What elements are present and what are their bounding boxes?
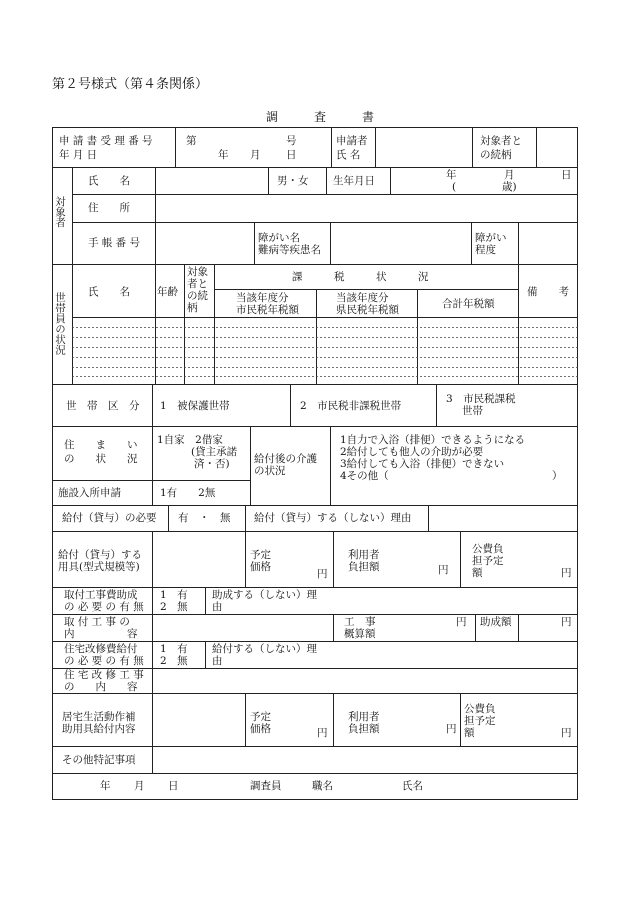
- care-option-4-close: ）: [552, 470, 563, 482]
- receipt-day: 日: [286, 149, 297, 161]
- receipt-go: 号: [286, 135, 297, 147]
- member-relation-header-3: の続: [187, 290, 208, 302]
- tax-status-header: 課 税 状 況: [292, 271, 429, 283]
- footer-month: 月: [134, 780, 145, 792]
- equipment-label-2: 用具(型式規模等): [58, 561, 140, 573]
- install-cost-label-1: 工 事: [344, 616, 376, 628]
- install-work-label-1: 取 付 工 事 の: [64, 616, 130, 628]
- birth-month: 月: [504, 169, 515, 181]
- daily-user-yen: 円: [446, 723, 457, 735]
- daily-price-yen: 円: [317, 727, 328, 739]
- member-name-header: 氏 名: [88, 286, 130, 298]
- renovation-need-option-1[interactable]: 1 有: [160, 643, 188, 655]
- total-tax-header: 合計年税額: [442, 298, 495, 310]
- equipment-label-1: 給付（貸与）する: [58, 549, 142, 561]
- necessity-reason-label: 給付（貸与）する（しない）理由: [254, 512, 412, 524]
- daily-public-label-2: 担予定: [464, 715, 496, 727]
- equipment-public-label-3: 額: [472, 567, 483, 579]
- install-subsidy-amount-yen: 円: [561, 616, 572, 628]
- care-option-4[interactable]: 4その他（: [340, 470, 389, 482]
- remarks-header: 備 考: [527, 286, 569, 298]
- daily-public-yen: 円: [561, 727, 572, 739]
- investigator-name-label: 氏名: [402, 780, 423, 792]
- facility-application-label: 施設入所申請: [58, 487, 121, 499]
- renovation-reason-label-2: 由: [212, 655, 223, 667]
- daily-public-label-3: 額: [464, 727, 475, 739]
- install-cost-label-2: 概算額: [344, 628, 376, 640]
- birth-day: 日: [561, 169, 572, 181]
- equipment-price-label-2: 価格: [250, 561, 271, 573]
- member-relation-header-2: 者と: [187, 278, 208, 290]
- install-subsidy-amount-label: 助成額: [480, 616, 512, 628]
- facility-application-options[interactable]: 1有 2無: [160, 487, 216, 499]
- daily-user-label-1: 利用者: [348, 711, 380, 723]
- applicant-name-field[interactable]: [376, 128, 472, 167]
- renovation-work-field[interactable]: [153, 669, 577, 693]
- install-subsidy-reason-label-2: 由: [212, 601, 223, 613]
- gender-option[interactable]: 男・女: [277, 175, 309, 187]
- address-field[interactable]: [156, 195, 577, 222]
- necessity-label: 給付（貸与）の必要: [62, 512, 157, 524]
- install-subsidy-option-2[interactable]: 2 無: [160, 601, 188, 613]
- address-label: 住 所: [88, 202, 130, 214]
- birth-date-label: 生年月日: [333, 175, 375, 187]
- housing-options[interactable]: 1自家 2借家: [157, 434, 223, 446]
- pref-tax-header-2: 県民税年税額: [336, 304, 399, 316]
- form-number: 第２号様式（第４条関係）: [52, 77, 209, 92]
- renovation-reason-label: 給付する（しない）理: [212, 643, 317, 655]
- care-option-3[interactable]: 3給付しても入浴（排便）できない: [340, 458, 505, 470]
- disability-degree-label: 障がい: [475, 232, 507, 244]
- handbook-number-label: 手 帳 番 号: [88, 237, 141, 249]
- equipment-public-label-1: 公費負: [472, 543, 504, 555]
- city-tax-header-1: 当該年度分: [236, 292, 289, 304]
- receipt-number-label: 申 請 書 受 理 番 号: [59, 135, 153, 147]
- renovation-need-label-1: 住宅改修費給付: [64, 643, 138, 655]
- install-subsidy-label-1: 取付工事費助成: [64, 589, 138, 601]
- household-type-option-1[interactable]: 1 被保護世帯: [160, 400, 230, 412]
- other-notes-label: その他特記事項: [62, 754, 136, 766]
- renovation-work-label-1: 住 宅 改 修 工 事: [64, 669, 144, 681]
- relation-label-2: の続柄: [480, 149, 512, 161]
- handbook-number-field[interactable]: [156, 223, 254, 264]
- investigator-position-label: 職名: [312, 780, 333, 792]
- housing-label-2: の 状 況: [64, 453, 138, 465]
- renovation-need-option-2[interactable]: 2 無: [160, 655, 188, 667]
- daily-price-label-2: 価格: [250, 723, 271, 735]
- care-option-1[interactable]: 1自力で入浴（排便）できるようになる: [340, 434, 526, 446]
- receipt-dai: 第: [186, 135, 197, 147]
- care-option-2[interactable]: 2給付しても他人の介助が必要: [340, 446, 484, 458]
- subject-name-label: 氏 名: [88, 175, 130, 187]
- disease-name-label: 難病等疾患名: [258, 244, 321, 256]
- renovation-need-label-2: の 必 要 の 有 無: [64, 655, 144, 667]
- footer-day: 日: [168, 780, 179, 792]
- investigator-label: 調査員: [250, 780, 282, 792]
- disability-name-label: 障がい名: [258, 232, 300, 244]
- care-status-label-1: 給付後の介護: [254, 453, 317, 465]
- household-type-option-3-cont: 世帯: [462, 405, 483, 417]
- receipt-month: 月: [250, 149, 261, 161]
- subject-name-field[interactable]: [156, 168, 268, 194]
- daily-user-label-2: 負担額: [348, 723, 380, 735]
- equipment-public-label-2: 担予定: [472, 555, 504, 567]
- daily-price-label-1: 予定: [250, 711, 271, 723]
- household-type-option-2[interactable]: 2 市民税非課税世帯: [300, 400, 402, 412]
- care-status-label-2: の状況: [254, 465, 286, 477]
- daily-living-label-1: 居宅生活動作補: [62, 711, 136, 723]
- equipment-user-yen: 円: [438, 564, 449, 576]
- relation-label: 対象者と: [480, 135, 522, 147]
- disability-degree-label-2: 程度: [475, 244, 496, 256]
- city-tax-header-2: 市民税年税額: [236, 304, 299, 316]
- equipment-field[interactable]: [153, 532, 245, 587]
- install-subsidy-reason-label: 助成する（しない）理: [212, 589, 317, 601]
- daily-living-label-2: 助用具給付内容: [62, 723, 136, 735]
- housing-landlord: (貸主承諾: [191, 446, 238, 458]
- daily-public-label-1: 公費負: [464, 703, 496, 715]
- renovation-work-label-2: の 内 容: [64, 681, 138, 693]
- age-open: (: [452, 181, 457, 193]
- necessity-options[interactable]: 有 ・ 無: [178, 512, 231, 524]
- member-age-header: 年齢: [157, 286, 178, 298]
- household-type-label: 世 帯 区 分: [66, 400, 140, 412]
- applicant-label: 申請者: [336, 135, 368, 147]
- install-work-field[interactable]: [153, 615, 333, 641]
- equipment-price-label-1: 予定: [250, 549, 271, 561]
- subject-section-label: 対象者: [54, 196, 66, 228]
- relation-field[interactable]: [537, 128, 577, 167]
- necessity-reason-field[interactable]: [429, 506, 577, 531]
- birth-year: 年: [446, 169, 457, 181]
- equipment-user-label-2: 負担額: [348, 561, 380, 573]
- daily-living-field[interactable]: [153, 694, 245, 746]
- equipment-price-yen: 円: [317, 568, 328, 580]
- receipt-year: 年: [218, 149, 229, 161]
- install-cost-yen: 円: [456, 616, 467, 628]
- household-section-label: 世帯員の状況: [54, 292, 66, 355]
- age-close: 歳): [502, 181, 517, 193]
- install-subsidy-option-1[interactable]: 1 有: [160, 589, 188, 601]
- applicant-name-label: 氏 名: [336, 149, 361, 161]
- equipment-public-yen: 円: [561, 567, 572, 579]
- household-type-option-3[interactable]: 3 市民税課税: [446, 393, 516, 405]
- member-relation-header-4: 柄: [187, 302, 198, 314]
- other-notes-field[interactable]: [153, 747, 577, 773]
- pref-tax-header-1: 当該年度分: [336, 292, 389, 304]
- document-title: 調 査 書: [266, 110, 375, 124]
- housing-landlord-consent[interactable]: 済・否): [194, 458, 230, 470]
- equipment-user-label-1: 利用者: [348, 549, 380, 561]
- footer-year: 年: [100, 780, 111, 792]
- install-subsidy-label-2: の 必 要 の 有 無: [64, 601, 144, 613]
- install-work-label-2: 内 容: [64, 628, 138, 640]
- member-relation-header-1: 対象: [187, 266, 208, 278]
- receipt-date-label: 年 月 日: [59, 149, 98, 161]
- housing-label-1: 住 ま い: [64, 439, 138, 451]
